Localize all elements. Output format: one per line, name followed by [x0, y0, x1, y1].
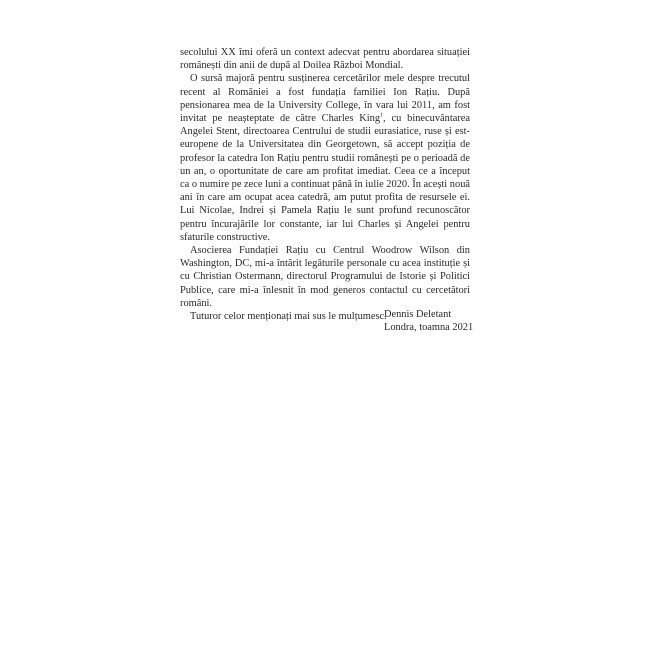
paragraph-text-after-note: , cu binecuvântarea Angelei Stent, directoarea Centrului de studii eurasiatice, ruse și est-europene de la Universitatea din Georgetown, să accept poziția de profesor la catedra Ion Rațiu pentru studii românești pe o perioadă de un an, o oportunitate de care am profitat imediat. Ceea ce a început ca o numire pe zece luni a continuat până în iulie 2020. În acești nouă ani în care am ocupat acea catedră, am putut profita de resursele ei. Lui Nicolae, Indrei și Pamela Rațiu le sunt profund recunoscător pentru încurajările lor constante, iar lui Charles și Angelei pentru sfaturile constructive. — [180, 113, 471, 243]
body-text — [180, 46, 470, 323]
paragraph-thanks: Tuturor celor menționați mai sus le mulțumesc. — [190, 311, 387, 323]
paragraph-continuation: secolului XX îmi oferă un context adecvat pentru abordarea situației românești din anii de după al Doilea Război Mondial. — [180, 47, 470, 72]
paragraph-text-before-note: O sursă majoră pentru susținerea cercetărilor mele despre trecutul recent al României a fost fundația familiei Ion Rațiu. După pensionarea mea de la University College, în vara lui 2011, am fost invitat pe neașteptate de către Charles King — [180, 73, 470, 125]
author-name: Dennis Deletant — [384, 309, 452, 320]
paragraph-ratiu-foundation — [180, 72, 470, 244]
paragraph-wilson-center: Asocierea Fundației Rațiu cu Centrul Woodrow Wilson din Washington, DC, mi-a întărit legăturile personale cu acea instituție și cu Christian Ostermann, directorul Programului de Istorie și Politici Publice, care mi-a înlesnit în mod generos contactul cu cercetători români. — [180, 245, 470, 309]
signature-block — [384, 308, 473, 335]
footnote-marker[interactable]: 1 — [380, 112, 384, 119]
place-date: Londra, toamna 2021 — [384, 322, 474, 334]
